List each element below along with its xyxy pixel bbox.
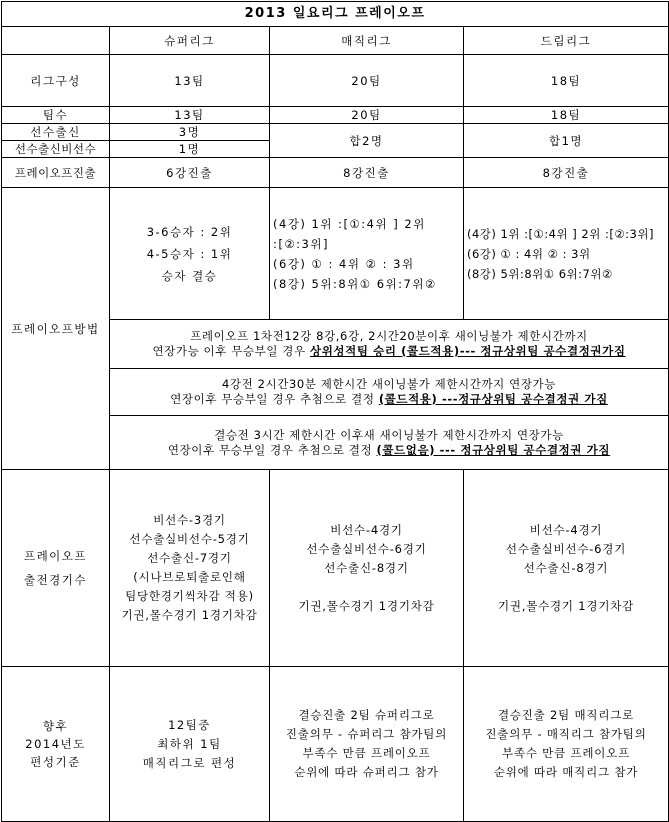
games-dream [464, 470, 669, 667]
future-super [110, 667, 270, 822]
games-super-line: 선수출실비선수-5경기 [129, 532, 250, 546]
rule-2-emphasis: (콜드적용) ---정규상위팀 공수결정권 가짐 [378, 392, 608, 406]
future-label-line: 편성기준 [30, 755, 81, 769]
games-magic-line: 선수출신-8경기 [324, 560, 409, 575]
row-label-non-players-from: 선수출신비선수 [2, 141, 110, 158]
method-rule-3 [110, 416, 669, 470]
method-rule-1 [110, 320, 669, 369]
games-dream-line [466, 578, 666, 597]
totals-dream: 합1명 [464, 124, 669, 158]
method-super-line: 승자 결승 [161, 268, 218, 283]
rule-2-line-2: 연장이후 무승부일 경우 추첨으로 결정 [170, 392, 379, 406]
games-super-line: 기권,몰수경기 1경기차감 [121, 608, 258, 622]
games-magic-line: 기권,몰수경기 1경기차감 [298, 598, 435, 613]
games-magic-line: 선수출실비선수-6경기 [306, 541, 427, 556]
games-super-line: 선수출신-7경기 [147, 551, 232, 565]
header-dream-league: 드림리그 [464, 27, 669, 55]
future-dream [464, 667, 669, 822]
method-dream-line: (6강) ① : 4위 ② : 3위 [467, 246, 591, 261]
games-super-line: 팀당한경기씩차감 적용) [125, 589, 254, 603]
rule-1-line-1: 프레이오프 1차전12강 8강,6강, 2시간20분이후 새이닝불가 제한시간까지 [190, 329, 588, 343]
header-super-league: 슈퍼리그 [110, 27, 270, 55]
advance-dream: 8강진출 [464, 158, 669, 188]
composition-magic: 20팀 [270, 55, 464, 107]
playoff-table [1, 1, 669, 822]
method-magic-line: :[②:3위] [273, 236, 329, 251]
future-super-line: 12팀중 [168, 717, 211, 732]
games-super-line: (시나브로퇴출로인해 [133, 570, 246, 584]
future-label-line: 향후 [42, 719, 69, 733]
future-super-line: 최하위 1팀 [157, 736, 222, 751]
method-dream-line: (8강) 5위:8위① 6위:7위② [467, 266, 613, 281]
future-dream-line: 진출의무 - 매직리그 참가팀의 [485, 727, 647, 741]
future-magic-line: 결승진출 2팀 슈퍼리그로 [298, 708, 435, 722]
rule-3-line-1: 결승전 3시간 제한시간 이후새 새이닝불가 제한시간까지 연장가능 [214, 427, 564, 442]
row-label-players-from: 선수출신 [2, 124, 110, 141]
future-dream-line: 결승진출 2팀 매직리그로 [497, 708, 635, 722]
row-label-composition: 리그구성 [2, 55, 110, 107]
rule-1-line-2: 연장가능 이후 무승부일 경우 [152, 344, 310, 358]
games-dream-line: 선수출실비선수-6경기 [505, 541, 627, 556]
row-label-advance: 프레이오프진출 [2, 158, 110, 188]
players-from-super: 3명 [110, 124, 270, 141]
future-magic [270, 667, 464, 822]
row-label-games [2, 470, 110, 667]
games-super-line: 비선수-3경기 [153, 513, 226, 527]
method-magic-line: (6강) ① : 4위 ② : 3위 [273, 256, 415, 271]
method-super-line: 4-5승자 : 1위 [146, 246, 233, 261]
future-magic-line: 진출의무 - 슈퍼리그 참가팀의 [285, 727, 448, 741]
method-rule-2 [110, 369, 669, 416]
future-dream-line: 순위에 따라 매직리그 참가 [493, 765, 639, 779]
future-label-line: 2014년도 [25, 737, 86, 751]
method-magic [270, 188, 464, 320]
method-dream-line: (4강) 1위 :[①:4위 ] 2위 :[②:3위] [467, 226, 654, 241]
future-super-line: 매직리그로 편성 [142, 755, 237, 770]
teams-dream: 18팀 [464, 107, 669, 124]
teams-super: 13팀 [110, 107, 270, 124]
header-magic-league: 매직리그 [270, 27, 464, 55]
games-label-line: 출전경기수 [23, 573, 88, 587]
future-magic-line: 순위에 따라 슈퍼리그 참가 [294, 765, 439, 779]
advance-magic: 8강진출 [270, 158, 464, 188]
games-dream-line: 선수출신-8경기 [523, 560, 609, 575]
future-magic-line: 부족수 만큼 프레이오프 [302, 746, 431, 760]
row-label-future [2, 667, 110, 822]
games-magic-line: 비선수-4경기 [330, 522, 403, 537]
games-label-line: 프레이오프 [23, 549, 88, 563]
games-dream-line: 비선수-4경기 [529, 522, 603, 537]
advance-super: 6강진출 [110, 158, 270, 188]
rule-1-emphasis: 상위성적팀 승리 (콜드적용)--- 정규상위팀 공수결정권가짐 [309, 344, 626, 358]
rule-3-emphasis: (콜드없음) --- 정규상위팀 공수결정권 가짐 [376, 442, 611, 457]
games-magic [270, 470, 464, 667]
method-dream [464, 188, 669, 320]
table-title: 2013 일요리그 프레이오프 [2, 2, 669, 27]
method-magic-line: (4강) 1위 :[①:4위 ] 2위 [273, 216, 426, 231]
method-super-line: 3-6승자 : 2위 [146, 224, 233, 239]
composition-dream: 18팀 [464, 55, 669, 107]
method-super [110, 188, 270, 320]
future-dream-line: 부족수 만큼 프레이오프 [502, 746, 630, 760]
games-magic-line [272, 578, 461, 597]
rule-2-line-1: 4강전 2시간30분 제한시간 새이닝불가 제한시간까지 연장가능 [222, 377, 556, 391]
row-label-method: 프레이오프방법 [2, 188, 110, 470]
non-players-from-super: 1명 [110, 141, 270, 158]
games-super [110, 470, 270, 667]
totals-magic: 합2명 [270, 124, 464, 158]
rule-3-line-2: 연장이후 무승부일 경우 추첨으로 결정 [167, 442, 377, 457]
composition-super: 13팀 [110, 55, 270, 107]
method-magic-line: (8강) 5위:8위① 6위:7위② [273, 276, 437, 291]
games-dream-line: 기권,몰수경기 1경기차감 [497, 598, 635, 613]
teams-magic: 20팀 [270, 107, 464, 124]
row-label-teams: 팀수 [2, 107, 110, 124]
header-blank [2, 27, 110, 55]
